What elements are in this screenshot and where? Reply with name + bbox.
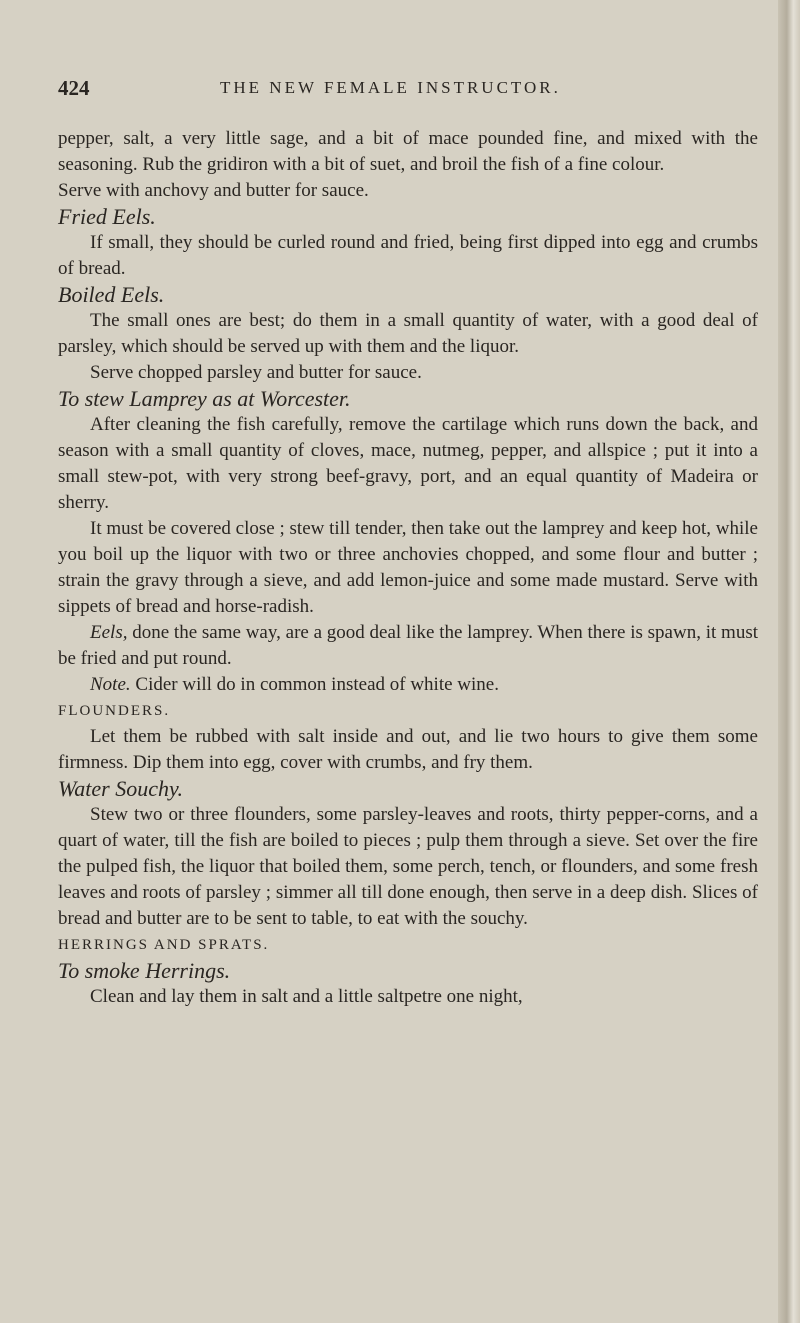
paragraph: Serve with anchovy and butter for sauce. — [58, 180, 369, 201]
paragraph: If small, they should be curled round and fried, being first dipped into egg and crumbs of bread. — [58, 232, 758, 279]
emphasis: Note. — [90, 674, 131, 695]
page-header — [58, 76, 758, 106]
page-number: 424 — [58, 76, 90, 100]
paragraph — [58, 672, 758, 698]
paragraph: Let them be rubbed with salt inside and out, and lie two hours to give them some firmness. Dip them into egg, cover with crumbs, and fry them. — [58, 726, 758, 773]
running-head: THE NEW FEMALE INSTRUCTOR. — [220, 78, 561, 97]
section-heading-water-souchy: Water Souchy. — [58, 776, 184, 801]
paragraph: After cleaning the fish carefully, remove the cartilage which runs down the back, and season with a small quantity of cloves, mace, nutmeg, pepper, and allspice ; put it into a small stew-pot, with very strong beef-gravy, port, and an equal quantity of Madeira or sherry. — [58, 414, 758, 513]
section-heading-boiled-eels: Boiled Eels. — [58, 282, 165, 307]
section-heading-flounders: FLOUNDERS. — [58, 703, 171, 719]
paragraph: It must be covered close ; stew till tender, then take out the lamprey and keep hot, while you boil up the liquor with two or three anchovies chopped, and some flour and butter ; strain the gravy through a sieve, and add lemon-juice and some made mustard. Serve with sippets of bread and horse-radish. — [58, 518, 758, 617]
section-heading-lamprey: To stew Lamprey as at Worcester. — [58, 386, 351, 411]
paragraph-text: done the same way, are a good deal like the lamprey. When there is spawn, it must be fried and put round. — [58, 622, 758, 669]
paragraph: Clean and lay them in salt and a little saltpetre one night, — [90, 986, 523, 1007]
paragraph — [58, 620, 758, 672]
emphasis: Eels, — [90, 622, 128, 643]
section-heading-fried-eels: Fried Eels. — [58, 204, 156, 229]
section-heading-smoke-herrings: To smoke Herrings. — [58, 958, 231, 983]
section-heading-herrings: HERRINGS AND SPRATS. — [58, 937, 270, 953]
page-body — [58, 126, 758, 1010]
paragraph: Stew two or three flounders, some parsley-leaves and roots, thirty pepper-corns, and a quart of water, till the fish are boiled to pieces ; pulp them through a sieve. Set over the fire the pulped fish, the liquor that boiled them, some perch, tench, or flounders, and some fresh leaves and roots of parsley ; simmer all till done enough, then serve in a deep dish. Slices of bread and butter are to be sent to table, to eat with the souchy. — [58, 804, 758, 929]
paragraph: pepper, salt, a very little sage, and a bit of mace pounded fine, and mixed with the seasoning. Rub the gridiron with a bit of suet, and broil the fish of a fine colour. — [58, 128, 758, 175]
paragraph-text: Cider will do in common instead of white wine. — [130, 674, 499, 695]
page-edge — [778, 0, 800, 1323]
paragraph: The small ones are best; do them in a small quantity of water, with a good deal of parsley, which should be served up with them and the liquor. — [58, 310, 758, 357]
paragraph: Serve chopped parsley and butter for sauce. — [90, 362, 422, 383]
